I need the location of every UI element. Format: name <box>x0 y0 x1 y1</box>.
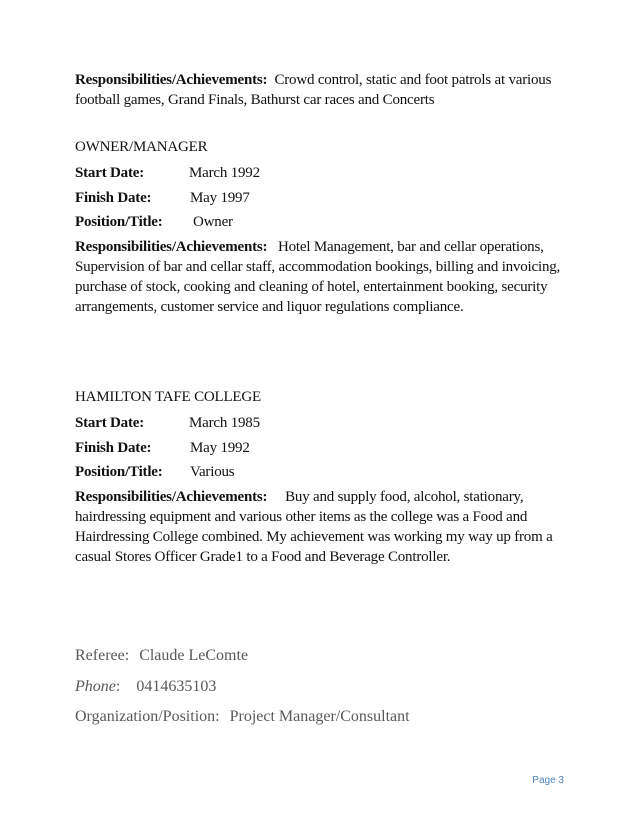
section2-position-value: Owner <box>193 214 233 230</box>
section2-start-value: March 1992 <box>189 165 260 181</box>
phone-row <box>75 676 216 698</box>
section2-position-label: Position/Title: <box>75 214 163 230</box>
section3-heading: HAMILTON TAFE COLLEGE <box>75 389 261 405</box>
section2-resp-label: Responsibilities/Achievements: <box>75 239 268 255</box>
section3-position-label: Position/Title: <box>75 464 163 480</box>
section3-finish-value: May 1992 <box>190 440 250 456</box>
section3-start-row <box>75 413 475 433</box>
section2-finish-row <box>75 188 475 208</box>
section3-finish-row <box>75 438 475 458</box>
section3-resp-label: Responsibilities/Achievements: <box>75 489 268 505</box>
section3-resp-text: Buy and supply food, alcohol, stationary, hairdressing equipment and various other items as the college was a Food and Hairdressing College combined. My achievement was working my way up from a casual Stores Officer Grade1 to a Food and Beverage Controller. <box>75 489 553 565</box>
phone-label: Phone <box>75 678 116 695</box>
section2-responsibilities <box>75 237 575 317</box>
referee-label: Referee: <box>75 647 130 664</box>
section2-resp-text: Hotel Management, bar and cellar operations, Supervision of bar and cellar staff, accommodation bookings, billing and invoicing, purchase of stock, cooking and cleaning of hotel, entertainment booking, security arrangements, customer service and liquor regulations compliance. <box>75 239 561 315</box>
section2-finish-label: Finish Date: <box>75 190 152 206</box>
organization-value: Project Manager/Consultant <box>229 708 410 725</box>
section3-start-value: March 1985 <box>189 415 260 431</box>
section1-responsibilities <box>75 70 575 110</box>
phone-colon: : <box>115 678 121 695</box>
organization-label: Organization/Position: <box>75 708 220 725</box>
referee-row <box>75 645 248 667</box>
section2-finish-value: May 1997 <box>190 190 250 206</box>
organization-row <box>75 706 410 728</box>
section2-position-row <box>75 212 475 232</box>
phone-value: 0414635103 <box>136 678 217 695</box>
section3-position-row <box>75 462 475 482</box>
section3-finish-label: Finish Date: <box>75 440 152 456</box>
referee-value: Claude LeComte <box>139 647 249 664</box>
section2-heading: OWNER/MANAGER <box>75 139 208 155</box>
section3-start-label: Start Date: <box>75 415 145 431</box>
section1-resp-label: Responsibilities/Achievements: <box>75 72 268 88</box>
page-number: Page 3 <box>532 775 564 786</box>
section3-responsibilities <box>75 487 575 567</box>
section1-resp-text: Crowd control, static and foot patrols at various football games, Grand Finals, Bathurst car races and Concerts <box>75 72 552 108</box>
section3-position-value: Various <box>190 464 235 480</box>
section2-start-label: Start Date: <box>75 165 145 181</box>
section2-start-row <box>75 163 475 183</box>
